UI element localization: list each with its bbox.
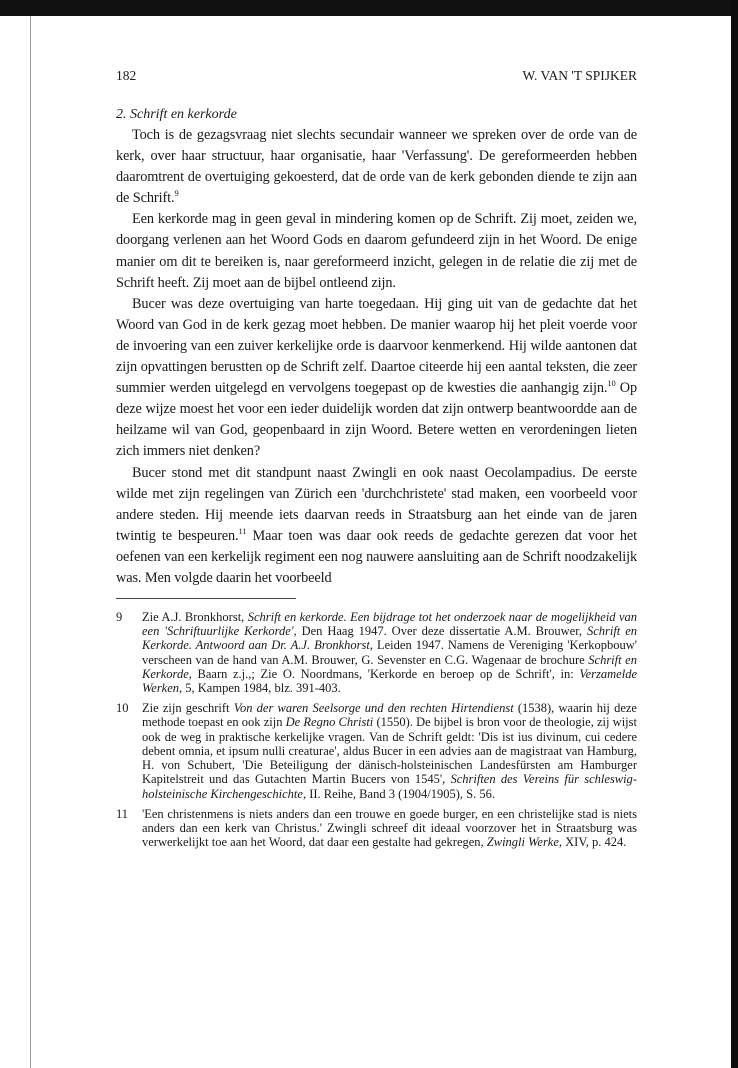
footnote-text: Zie zijn geschrift Von der waren Seelsorge und den rechten Hirtendienst (1538), waarin hij deze methode toepast en ook zijn De Regno Christi (1550). De bijbel is bron voor de theologie, zij wijst ook de weg in praktische kerkelijke vragen. Van de Schrift geldt: 'Dis ist ius divinum, cui cedere debent omnia, et ipsum nulli creaturae', aldus Bucer in een advies aan de magistraat van Hamburg, H. von Schubert, 'Die Beteiligung der dänisch-holsteinischen Landesfürsten am Hamburger Kapitelstreit und das Gutachten Martin Bucers von 1545', Schriften des Vereins für schleswig-holsteinische Kirchengeschichte, II. Reihe, Band 3 (1904/1905), S. 56. xyxy=(142,701,637,801)
footnote-11 xyxy=(116,807,637,850)
paragraph: Toch is de gezagsvraag niet slechts secundair wanneer we spreken over de orde van de kerk, over haar structuur, haar organisatie, haar 'Verfassung'. De gereformeerden hebben daaromtrent de overtuiging gekoesterd, dat de orde van de kerk gebonden diende te zijn aan de Schrift.$^9$ xyxy=(116,127,637,207)
page-number: 182 xyxy=(116,68,137,83)
paragraph: Een kerkorde mag in geen geval in mindering komen op de Schrift. Zij moet, zeiden we, doorgang verlenen aan het Woord Gods en daarom gefundeerd zijn in het Woord. De enige manier om dit te bereiken is, naar gereformeerd inzicht, gelegen in de relatie die zij met de Schrift heeft. Zij moet aan de bijbel ontleend zijn. xyxy=(116,211,637,291)
footnotes xyxy=(116,610,637,849)
page-header xyxy=(116,68,637,90)
footnote-text: Zie A.J. Bronkhorst, Schrift en kerkorde. Een bijdrage tot het onderzoek naar de mogelijkheid van een 'Schriftuurlijke Kerkorde', Den Haag 1947. Over deze dissertatie A.M. Brouwer, Schrift en Kerkorde. Antwoord aan Dr. A.J. Bronkhorst, Leiden 1947. Namens de Vereniging 'Kerkopbouw' verscheen van de hand van A.M. Brouwer, G. Sevenster en C.G. Wagenaar de brochure Schrift en Kerkorde, Baarn z.j.,; Zie O. Noordmans, 'Kerkorde en beroep op de Schrift', in: Verzamelde Werken, 5, Kampen 1984, blz. 391-403. xyxy=(142,610,638,696)
scan-left-edge xyxy=(30,16,31,1068)
footnote-text: 'Een christenmens is niets anders dan een trouwe en goede burger, en een christelijke stad is niets anders dan een kerk van Christus.' Zwingli schreef dit ideaal voorzover het in Straatsburg was verwerkelijkt toe aan het Woord, dat daar een gestalte had gekregen, Zwingli Werke, XIV, p. 424. xyxy=(142,806,637,850)
footnote-rule xyxy=(116,598,296,599)
footnote-10 xyxy=(116,701,637,800)
running-head: W. VAN 'T SPIJKER xyxy=(522,68,637,83)
scan-right-border xyxy=(731,0,738,1068)
footnote-number: 9 xyxy=(116,610,123,625)
footnote-9 xyxy=(116,610,637,695)
footnote-ref: 10 xyxy=(607,378,616,389)
body-text xyxy=(116,125,637,589)
scan-top-border xyxy=(0,0,738,16)
paragraph: Bucer stond met dit standpunt naast Zwingli en ook naast Oecolampadius. De eerste wilde met zijn regelingen van Zürich een 'durchchristete' stad maken, een voorbeeld voor andere steden. Hij meende iets daarvan reeds in Straatsburg aan het einde van de jaren twintig te bespeuren.$^{11}$ Maar toen was daar ook reeds de gedachte gerezen dat voor het oefenen van een kerkelijk regiment een nog nauwere aansluiting aan de Schrift noodzakelijk was. Men volgde daarin het voorbeeld xyxy=(116,464,638,586)
page-content xyxy=(116,68,637,855)
footnote-number: 10 xyxy=(116,701,129,716)
footnote-number: 11 xyxy=(116,806,129,821)
footnote-ref: 11 xyxy=(238,526,247,537)
footnote-ref: 9 xyxy=(174,188,179,199)
paragraph: Bucer was deze overtuiging van harte toegedaan. Hij ging uit van de gedachte dat het Woord van God in de kerk gezag moet hebben. De manier waarop hij het pleit voerde voor de invoering van een zuiver kerkelijke orde is daarvoor kenmerkend. Hij wilde aantonen dat zijn opvattingen berustten op de Schrift zelf. Daartoe citeerde hij een aantal teksten, die zeer summier werden uitgelegd en vervolgens toegepast op de kwesties die aanhangig zijn.$^{10}$ Op deze wijze moest het voor een ieder duidelijk worden dat zijn ontwerp beantwoordde aan de heilzame wil van God, geopenbaard in zijn Woord. Betere wetten en verordeningen lieten zich immers niet denken? xyxy=(116,295,637,460)
section-title: 2. Schrift en kerkorde xyxy=(116,107,237,122)
